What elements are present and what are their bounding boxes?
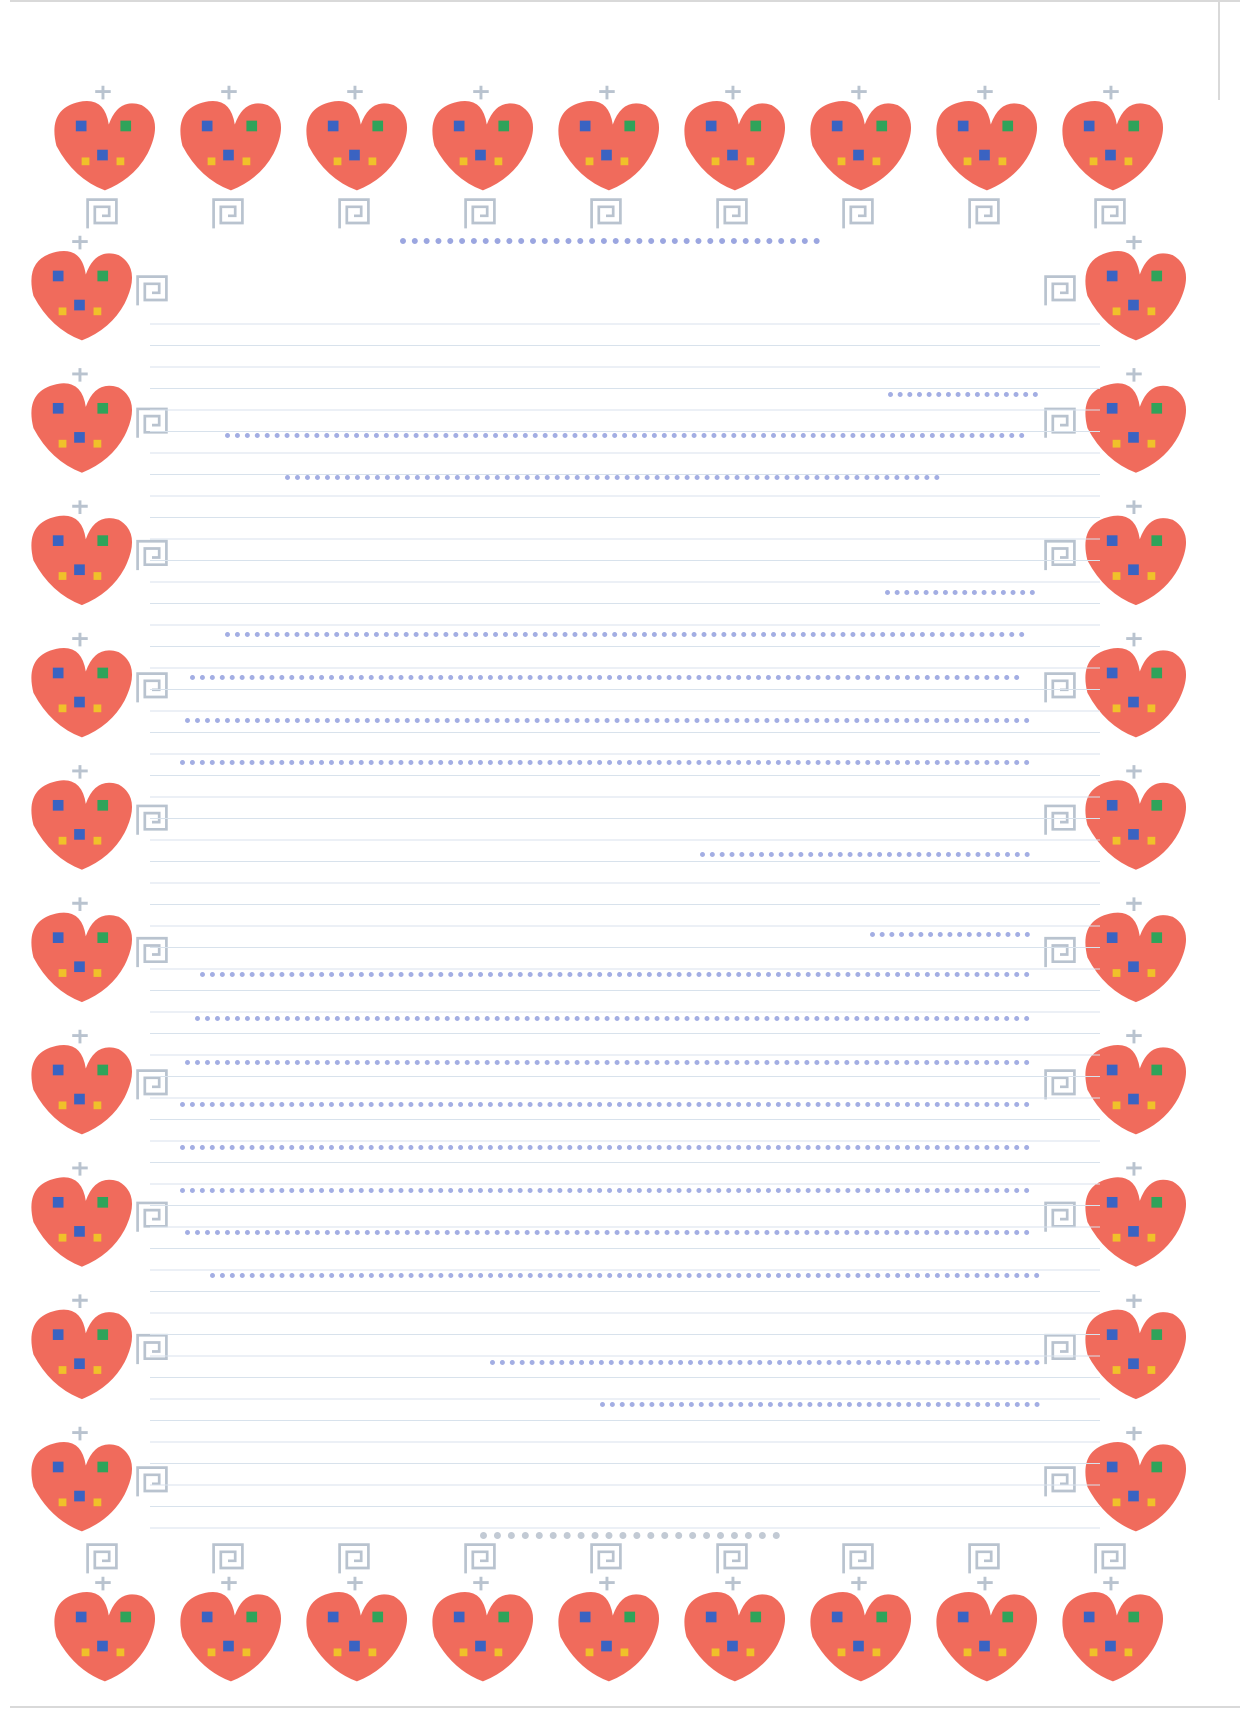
text-line-placeholder	[870, 932, 1030, 937]
text-line-placeholder	[200, 972, 1030, 977]
sheet-bottom-edge	[10, 1706, 1240, 1708]
signature-placeholder	[400, 238, 820, 244]
faded-heading-placeholder	[480, 1532, 780, 1539]
text-line-placeholder	[185, 1230, 1030, 1235]
text-line-placeholder	[285, 475, 940, 480]
text-line-placeholder	[700, 852, 1030, 857]
text-line-placeholder	[210, 1273, 1040, 1278]
text-line-placeholder	[185, 718, 1030, 723]
ruled-writing-area	[150, 312, 1100, 1542]
text-line-placeholder	[888, 392, 1038, 397]
sheet-top-edge	[10, 0, 1240, 2]
text-line-placeholder	[225, 632, 1025, 637]
text-line-placeholder	[180, 1188, 1030, 1193]
text-line-placeholder	[195, 1016, 1030, 1021]
text-line-placeholder	[180, 1102, 1030, 1107]
text-line-placeholder	[190, 675, 1020, 680]
text-line-placeholder	[885, 590, 1035, 595]
text-line-placeholder	[180, 760, 1030, 765]
sheet-right-edge	[1218, 0, 1220, 100]
text-line-placeholder	[600, 1402, 1040, 1407]
text-line-placeholder	[225, 433, 1025, 438]
text-line-placeholder	[185, 1060, 1030, 1065]
letter-body	[150, 312, 1100, 1542]
text-line-placeholder	[180, 1145, 1030, 1150]
text-line-placeholder	[490, 1360, 1040, 1365]
